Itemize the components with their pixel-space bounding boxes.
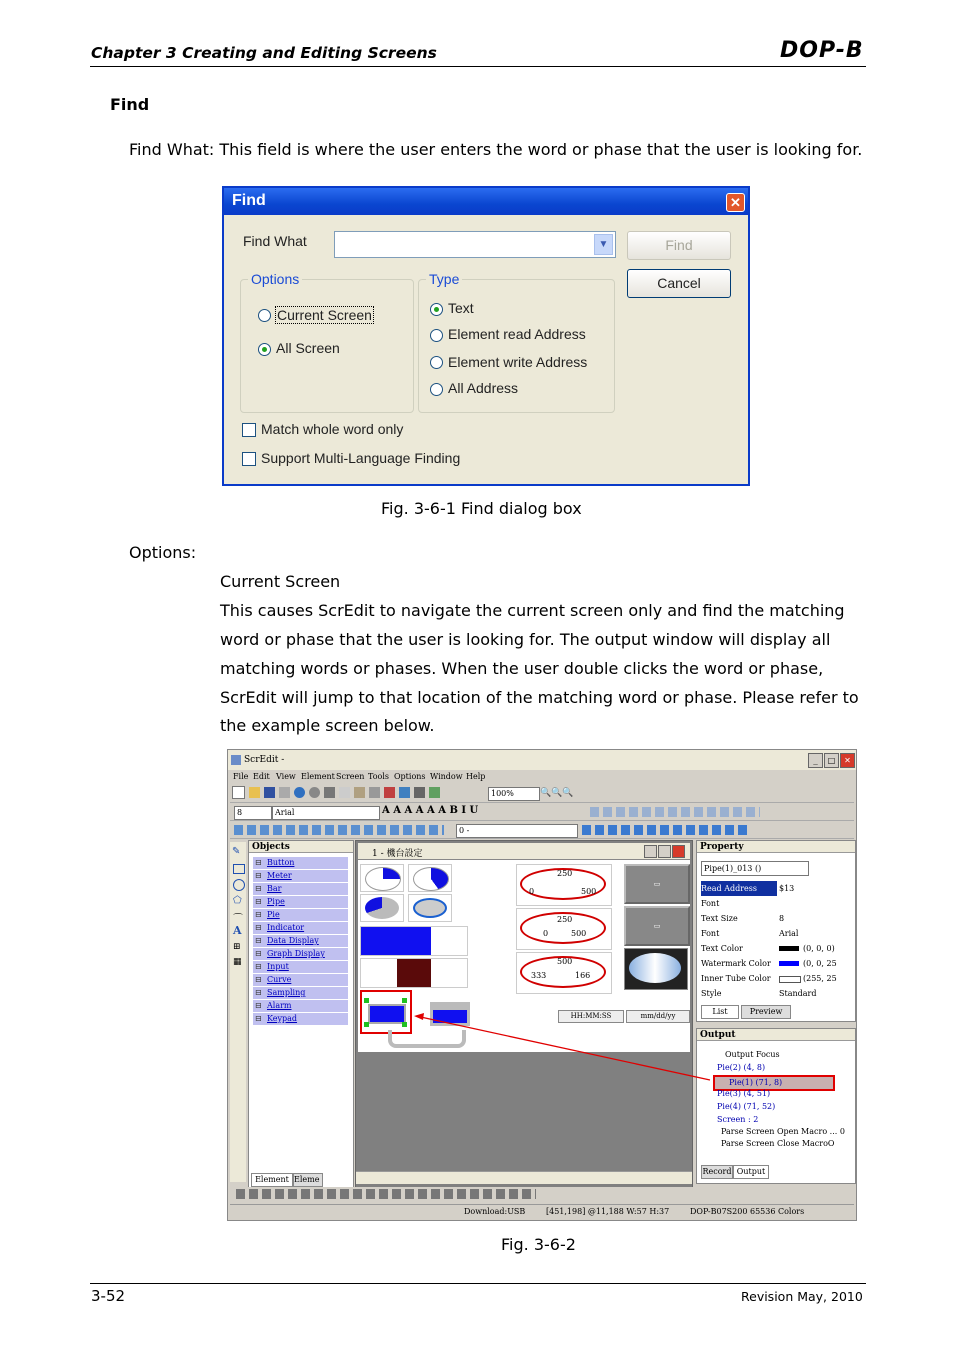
property-value: (0, 0, 25 [803, 959, 837, 968]
page-number: 3-52 [91, 1287, 126, 1305]
font-name-select[interactable]: Arial [272, 806, 380, 820]
body-line: This causes ScrEdit to navigate the current screen only and find the matching [220, 601, 845, 620]
menu-element[interactable]: Element [301, 772, 335, 781]
meter-right-value: 500 [581, 887, 597, 896]
object-data-display[interactable]: ⊟ Data Display [253, 935, 348, 947]
revision-date: Revision May, 2010 [741, 1289, 863, 1304]
property-name: Watermark Color [701, 959, 771, 968]
text-format-icons[interactable]: A A A A A A B I U [382, 805, 479, 816]
object-button[interactable]: ⊟ Button [253, 857, 348, 869]
layout-toolbar [230, 1187, 854, 1201]
output-row[interactable]: Parse Screen Close MacroO [721, 1139, 835, 1148]
type-write-address-label[interactable]: Element write Address [448, 354, 588, 370]
current-screen-heading: Current Screen [220, 572, 341, 591]
tab-preview[interactable]: Preview [741, 1005, 791, 1019]
object-input[interactable]: ⊟ Input [253, 961, 348, 973]
tab-element[interactable]: Element [251, 1173, 293, 1187]
property-object-select[interactable]: Pipe(1)_013 () [701, 861, 809, 876]
type-text-radio[interactable] [430, 303, 443, 316]
property-name: Style [701, 989, 722, 998]
time-display[interactable]: HH:MM:SS [558, 1010, 624, 1023]
minimize-icon[interactable]: _ [808, 753, 823, 768]
meter-left-value: 0 [543, 929, 549, 938]
output-row[interactable]: Parse Screen Open Macro ... 0 [721, 1127, 845, 1136]
objects-title: Objects [249, 841, 353, 853]
property-value: Standard [779, 989, 817, 998]
tab-record[interactable]: Record [701, 1165, 733, 1179]
type-text-label[interactable]: Text [448, 300, 474, 316]
figure-caption: Fig. 3-6-1 Find dialog box [381, 499, 582, 518]
meter-left-value: 0 [529, 887, 535, 896]
meter-top-value: 250 [557, 869, 573, 878]
property-title: Property [697, 841, 855, 853]
property-name: Read Address [701, 884, 757, 893]
output-row[interactable]: Screen : 2 [717, 1115, 759, 1124]
app-title: ScrEdit - [244, 755, 285, 765]
menu-tools[interactable]: Tools [368, 772, 390, 781]
output-title: Output [697, 1029, 855, 1041]
type-read-address-label[interactable]: Element read Address [448, 326, 586, 342]
zoom-icons[interactable]: 🔍🔍🔍 [540, 788, 574, 798]
find-what-label: Find What [243, 233, 307, 249]
output-row[interactable]: Pie(3) (4, 51) [717, 1089, 771, 1098]
scale-icon[interactable]: ⊞ [233, 942, 241, 952]
maximize-icon[interactable]: □ [824, 753, 839, 768]
type-all-address-radio[interactable] [430, 383, 443, 396]
object-pie[interactable]: ⊟ Pie [253, 909, 348, 921]
output-row[interactable]: Pie(2) (4, 8) [717, 1063, 766, 1072]
status-device: DOP-B07S200 65536 Colors [690, 1207, 805, 1216]
property-name: Font [701, 899, 720, 908]
type-write-address-radio[interactable] [430, 356, 443, 369]
object-bar[interactable]: ⊟ Bar [253, 883, 348, 895]
property-value: (255, 25 [803, 974, 837, 983]
body-line: ScrEdit will jump to that location of the matching word or phase. Please refer to [220, 688, 859, 707]
close-icon[interactable]: ✕ [726, 193, 745, 212]
menu-window[interactable]: Window [430, 772, 463, 781]
annotation-arrow [228, 750, 856, 1221]
menu-help[interactable]: Help [466, 772, 486, 781]
polygon-icon[interactable]: ⬠ [233, 895, 242, 906]
menu-view[interactable]: View [276, 772, 296, 781]
object-indicator[interactable]: ⊟ Indicator [253, 922, 348, 934]
body-line: word or phase that the user is looking for. The output window will display all [220, 630, 831, 649]
meter-top-value: 250 [557, 915, 573, 924]
property-value: Arial [779, 929, 799, 938]
type-group-label: Type [426, 271, 462, 287]
object-curve[interactable]: ⊟ Curve [253, 974, 348, 986]
menu-edit[interactable]: Edit [253, 772, 270, 781]
current-screen-radio[interactable] [258, 309, 271, 322]
type-all-address-label[interactable]: All Address [448, 380, 519, 396]
tab-list[interactable]: List [701, 1005, 739, 1019]
pen-icon[interactable]: ✎ [232, 846, 241, 857]
output-row-highlighted[interactable]: Pie(1) (71, 8) [713, 1075, 835, 1091]
dialog-title: Find [232, 192, 266, 209]
object-graph-display[interactable]: ⊟ Graph Display [253, 948, 348, 960]
property-value: 8 [779, 914, 785, 923]
output-row[interactable]: Pie(4) (71, 52) [717, 1102, 776, 1111]
meter-right-value: 500 [571, 929, 587, 938]
object-meter[interactable]: ⊟ Meter [253, 870, 348, 882]
match-whole-word-label[interactable]: Match whole word only [261, 421, 404, 437]
property-name: Text Color [701, 944, 743, 953]
meter-left-value: 333 [531, 971, 547, 980]
status-position: [451,198] @11,188 W:57 H:37 [546, 1207, 670, 1216]
screen-window-title: 1 - 機台設定 [372, 849, 423, 859]
section-title: Find [110, 95, 150, 114]
find-what-description: Find What: This field is where the user enters the word or phase that the user is looking for. [129, 140, 863, 159]
current-screen-label[interactable]: Current Screen [277, 307, 372, 323]
options-heading: Options: [129, 543, 197, 562]
arc-icon[interactable]: ⌒ [233, 914, 243, 925]
meter-top-value: 500 [557, 957, 573, 966]
type-read-address-radio[interactable] [430, 329, 443, 342]
menu-file[interactable]: File [233, 772, 249, 781]
screen-button-element[interactable]: ▭ [624, 906, 690, 946]
find-button[interactable]: Find [627, 231, 731, 260]
find-dialog [222, 186, 750, 486]
object-pipe[interactable]: ⊟ Pipe [253, 896, 348, 908]
header-divider [90, 66, 866, 67]
property-value: (0, 0, 0) [803, 944, 835, 953]
all-screen-label[interactable]: All Screen [276, 340, 340, 356]
tab-output[interactable]: Output [733, 1165, 769, 1179]
menu-options[interactable]: Options [394, 772, 426, 781]
table-icon[interactable]: ▦ [233, 957, 242, 967]
meter-right-value: 166 [575, 971, 591, 980]
property-name: Text Size [701, 914, 738, 923]
dop-b-logo: DOP-B [780, 38, 864, 63]
options-group-label: Options [248, 271, 302, 287]
layout-icons[interactable] [236, 1189, 536, 1199]
object-sampling[interactable]: ⊟ Sampling [253, 987, 348, 999]
property-value: $13 [777, 881, 845, 896]
scredit-screenshot [227, 749, 857, 1221]
body-line: the example screen below. [220, 716, 435, 735]
find-what-input[interactable] [334, 231, 616, 258]
object-keypad[interactable]: ⊟ Keypad [253, 1013, 348, 1025]
close-icon[interactable]: ✕ [840, 753, 855, 768]
object-alarm[interactable]: ⊟ Alarm [253, 1000, 348, 1012]
property-name: Font [701, 929, 720, 938]
status-bar [230, 1204, 854, 1219]
all-screen-radio[interactable] [258, 343, 271, 356]
screen-button-element[interactable]: ▭ [624, 864, 690, 904]
dialog-title-bar [224, 188, 748, 215]
state-select[interactable]: 0 - [456, 824, 578, 838]
body-line: matching words or phases. When the user double clicks the word or phase, [220, 659, 824, 678]
figure-caption: Fig. 3-6-2 [501, 1235, 576, 1254]
text-icon[interactable]: A [233, 924, 242, 937]
multi-language-label[interactable]: Support Multi-Language Finding [261, 450, 461, 466]
cancel-button[interactable]: Cancel [627, 269, 731, 298]
property-name: Inner Tube Color [701, 974, 771, 983]
chevron-down-icon[interactable]: ▼ [594, 234, 613, 255]
status-download: Download:USB [464, 1207, 526, 1216]
footer-divider [90, 1283, 866, 1284]
font-size-select[interactable]: 8 [234, 806, 272, 820]
menu-screen[interactable]: Screen [336, 772, 365, 781]
date-display[interactable]: mm/dd/yy [626, 1010, 690, 1023]
zoom-select[interactable]: 100% [488, 787, 540, 801]
chapter-title: Chapter 3 Creating and Editing Screens [91, 44, 437, 62]
multi-language-checkbox[interactable] [242, 452, 256, 466]
tab-element-2[interactable]: Eleme [293, 1173, 323, 1187]
output-focus: Output Focus [725, 1050, 780, 1059]
match-whole-word-checkbox[interactable] [242, 423, 256, 437]
